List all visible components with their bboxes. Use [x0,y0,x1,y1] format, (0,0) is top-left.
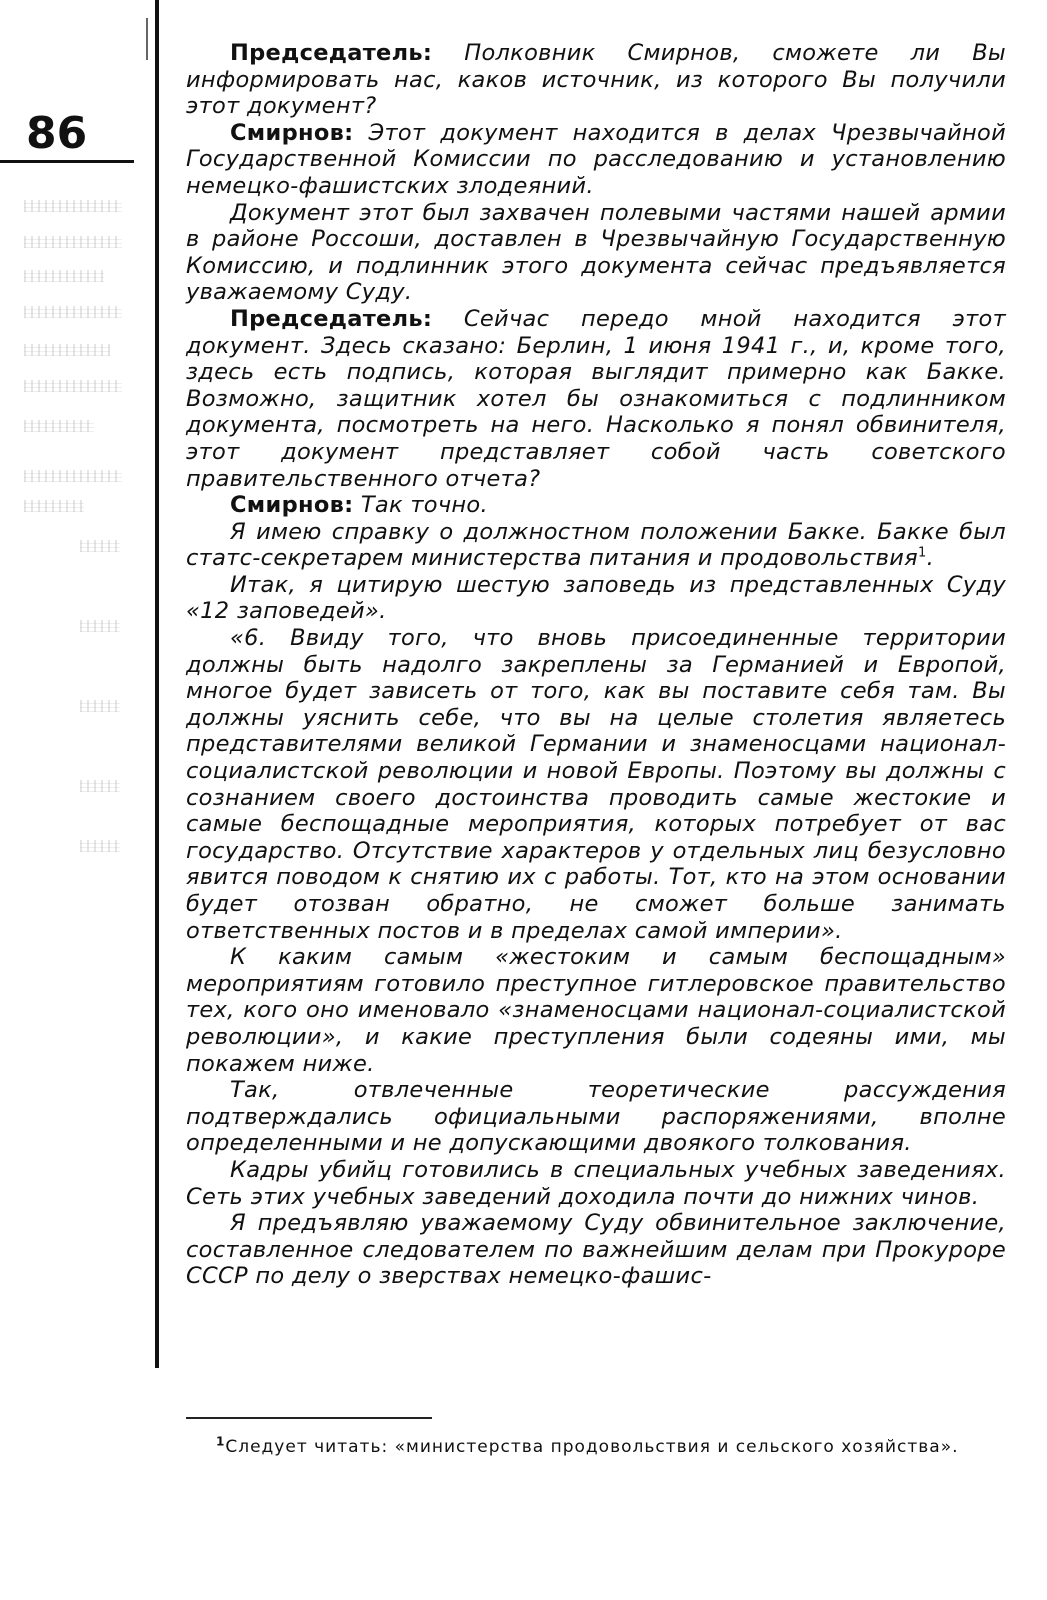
margin-rule [155,0,159,1368]
paragraph [186,519,1006,572]
footnote-mark: 1 [216,1434,226,1449]
paragraph-text: Итак, я цитирую шестую заповедь из представленных Суду «12 заповедей». [186,571,1006,625]
paragraph-text: Сейчас передо мной находится этот документ. Здесь сказано: Берлин, 1 июня 1941 г., и, кроме того, здесь есть подпись, которая выглядит примерно как Бакке. Возможно, защитник хотел бы ознакомиться с подлинником документа, посмотреть на него. Насколько я понял обвинителя, этот документ представляет собой часть советского правительственного отчета? [186,305,1007,492]
paragraph-text: К каким самым «жестоким и самым беспощадным» мероприятиям готовило преступное гитлеровское правительство тех, кого оно именовало «знаменосцами национал-социалистской революции», и какие преступления были содеяны ими, мы покажем ниже. [186,944,1006,1077]
footnote [186,1434,1006,1460]
speaker-label: Председатель: [230,40,433,66]
paragraph-text: Кадры убийц готовились в специальных учебных заведениях. Сеть этих учебных заведений доходила почти до нижних чинов. [186,1156,1006,1210]
page-number: 86 [26,108,88,159]
paragraph [186,40,1006,120]
paragraph [186,944,1006,1077]
paragraph [186,306,1006,492]
paragraph-tail: . [926,545,935,572]
speaker-label: Смирнов: [230,119,354,146]
paragraph-text: Так, отвлеченные теоретические рассуждения подтверждались официальными распоряжениями, вполне определенными и не допускающими двоякого толкования. [186,1077,1006,1157]
footnote-rule [186,1417,432,1419]
paragraph-text: Этот документ находится в делах Чрезвычайной Государственной Комиссии по расследованию и установлению немецко-фашистских злодеяний. [186,119,1006,199]
paragraph-text: Документ этот был захвачен полевыми частями нашей армии в районе Россоши, доставлен в Чрезвычайную Государственную Комиссию, и подлинник этого документа сейчас предъявляется уважаемому Суду. [186,199,1006,306]
paragraph [186,120,1006,200]
footnote-reference: 1 [918,545,927,561]
paragraph-text: Так точно. [360,492,488,519]
paragraph [186,200,1006,306]
paragraph [186,1077,1006,1157]
speaker-label: Председатель: [230,305,433,332]
footnote-text: Следует читать: «министерства продовольствия и сельского хозяйства». [225,1437,959,1457]
top-margin-tick [146,18,148,60]
paragraph-text: «6. Ввиду того, что вновь присоединенные территории должны быть надолго закреплены за Германией и Европой, многое будет зависеть от того, как вы поставите себя там. Вы должны уяснить себе, что вы на целые столетия являетесь представителями великой Германии и знаменосцами национал-социалистской революции и новой Европы. Поэтому вы должны с сознанием своего достоинства проводить самые жестокие и самые беспощадные мероприятия, которых потребует от вас государство. Отсутствие характеров у отдельных лиц безусловно явится поводом к снятию их с работы. Тот, кто на этом основании будет отозван обратно, не сможет больше занимать ответственных постов и в пределах самой империи». [186,625,1006,944]
page-number-rule [0,160,134,163]
speaker-label: Смирнов: [230,492,354,519]
paragraph-text: Я имею справку о должностном положении Бакке. Бакке был статс-секретарем министерства питания и продовольствия [186,518,1006,572]
body-text [186,40,1006,1290]
paragraph-text: Я предъявляю уважаемому Суду обвинительное заключение, составленное следователем по важнейшим делам при Прокуроре СССР по делу о зверствах немецко-фашис- [186,1210,1006,1290]
paragraph-text: Полковник Смирнов, сможете ли Вы информировать нас, каков источник, из которого Вы получили этот документ? [186,40,1007,120]
paragraph [186,492,1006,519]
paragraph [186,1210,1006,1290]
paragraph [186,1157,1006,1210]
paragraph [186,625,1006,944]
paragraph [186,572,1006,625]
